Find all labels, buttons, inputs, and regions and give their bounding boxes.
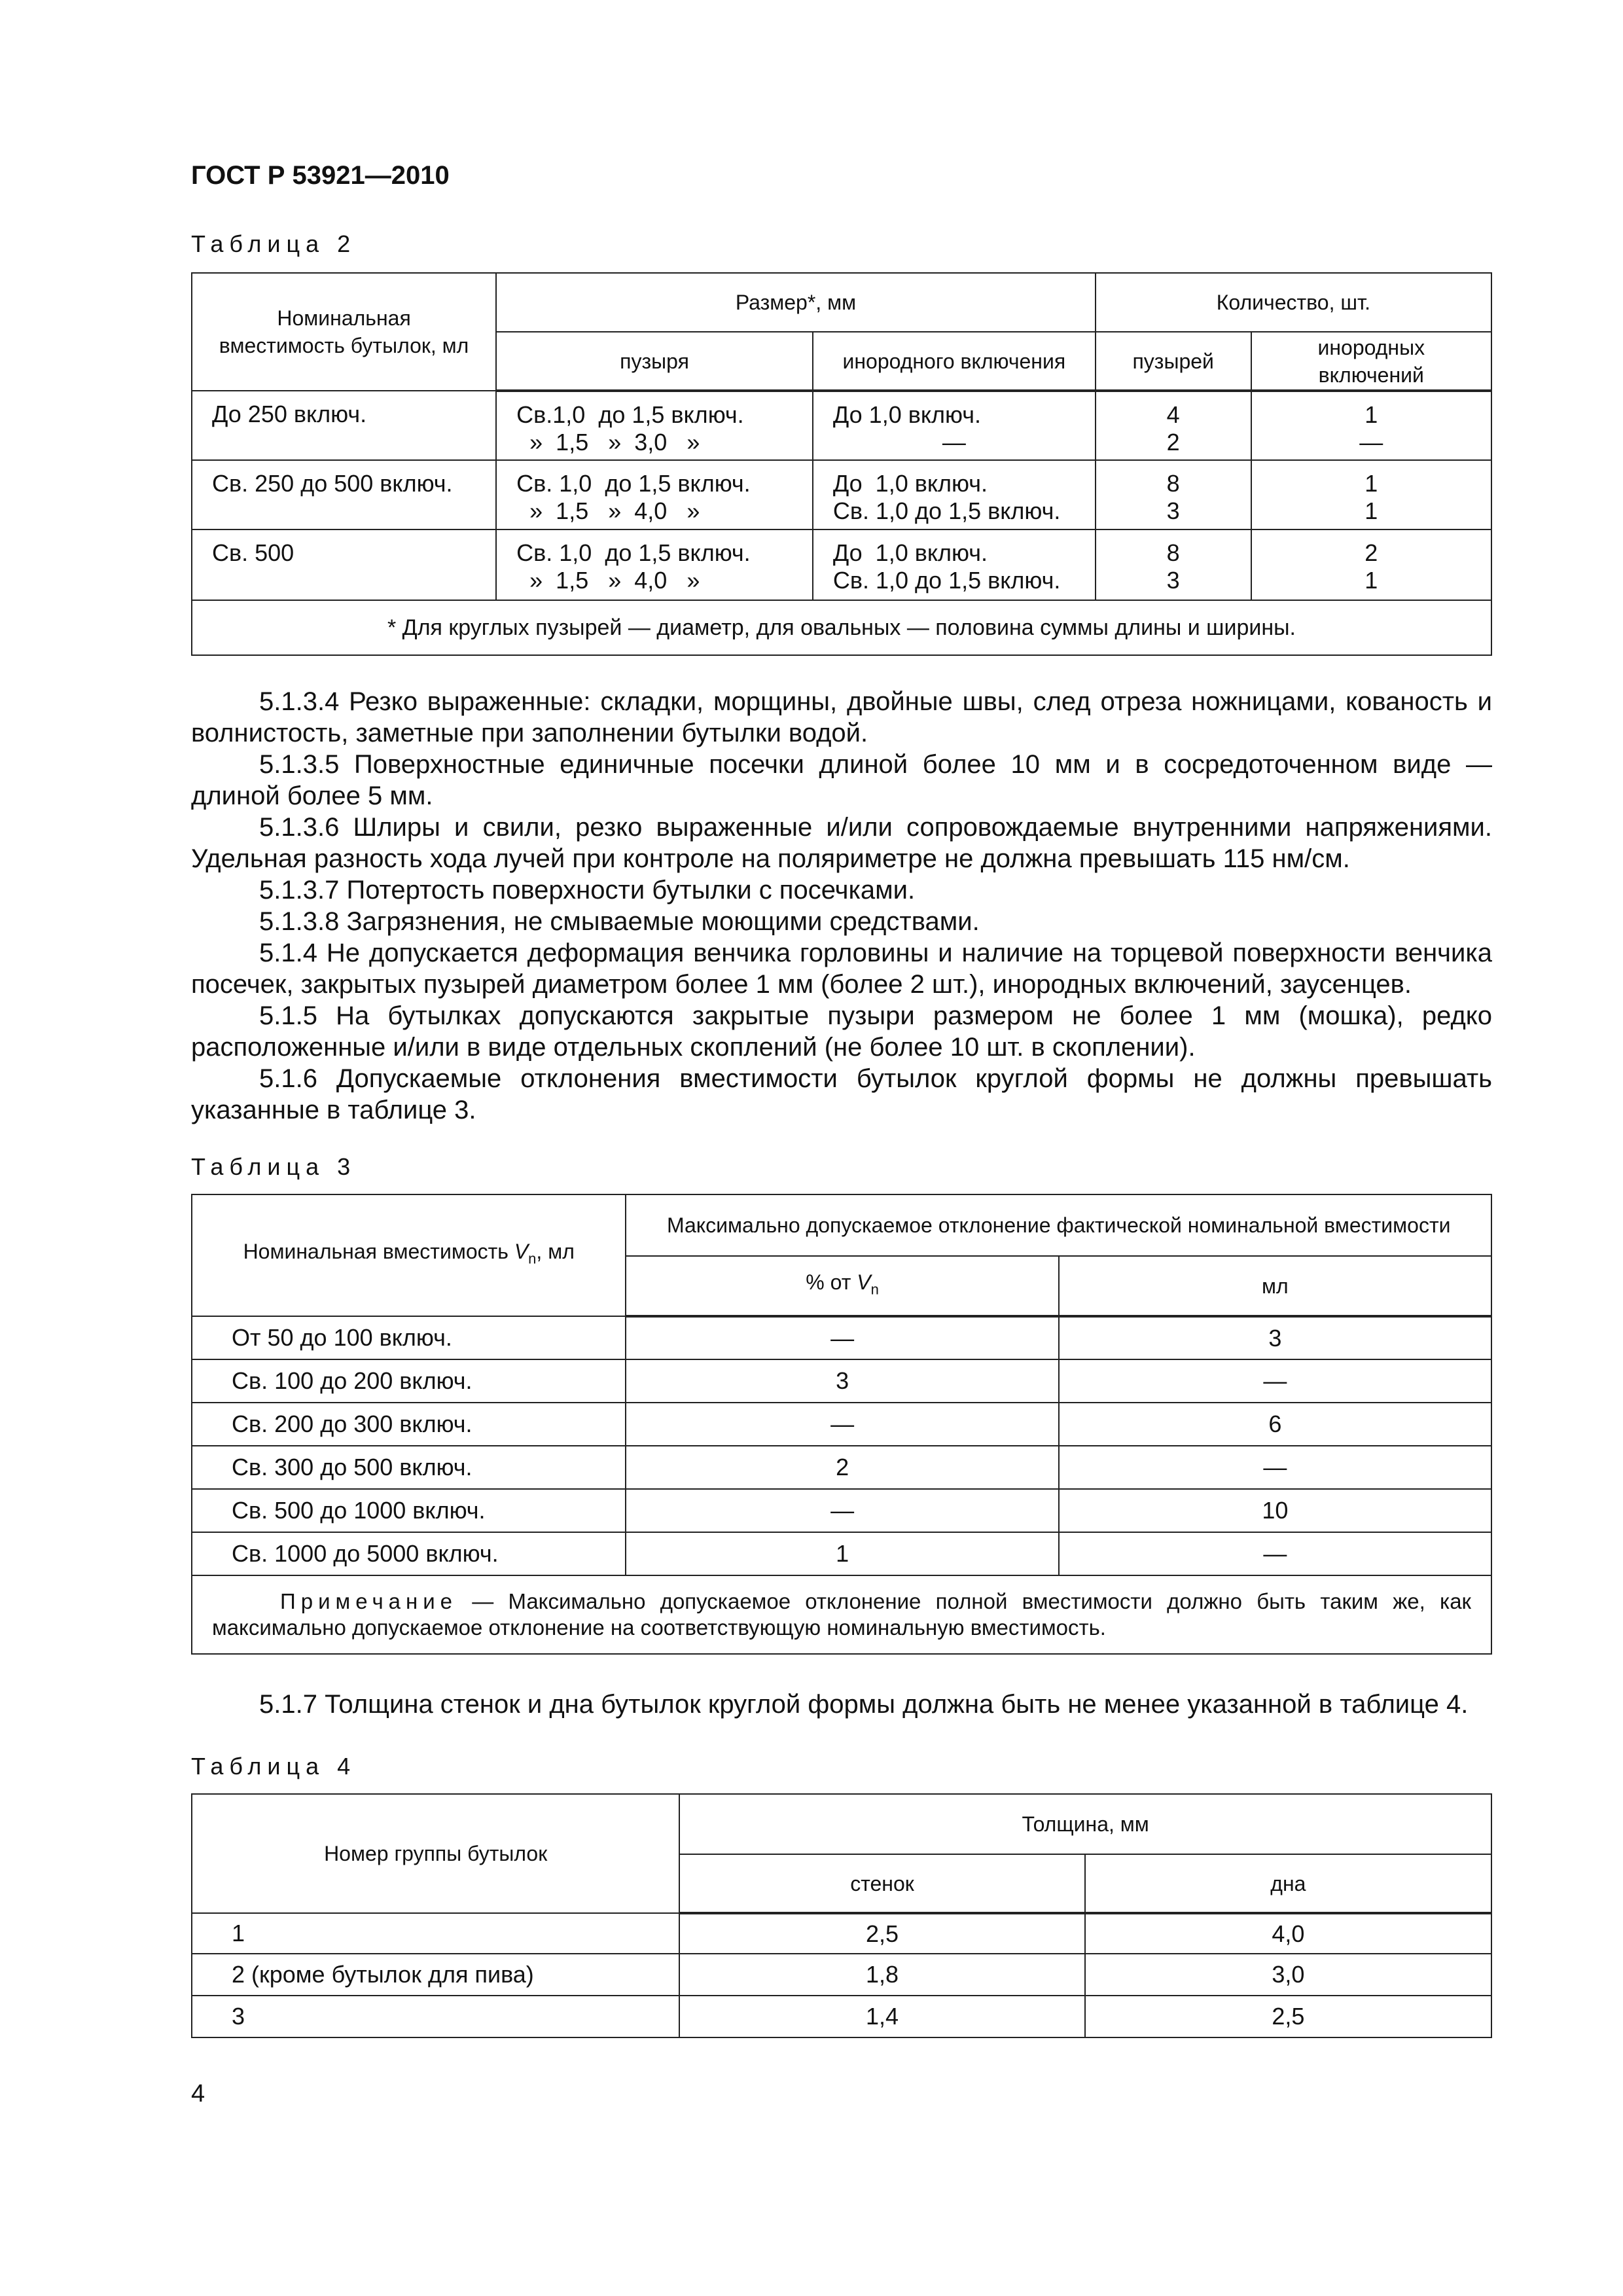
table-cell: — [1059,1359,1491,1403]
table-cell: 2 [626,1446,1058,1489]
table-row [192,1913,1491,1954]
table-cell: До 1,0 включ. — [813,391,1096,460]
paragraph: 5.1.3.5 Поверхностные единичные посечки длиной более 10 мм и в сосредоточенном виде — длиной более 5 мм. [191,750,1492,810]
paragraph: 5.1.3.6 Шлиры и свили, резко выраженные и/или сопровождаемые внутренними напряжениями. Удельная разность хода лучей при контроле на поляриметре не должна превышать 115 нм/см. [191,813,1492,873]
paragraph: 5.1.3.8 Загрязнения, не смываемые моющими средствами. [259,907,980,936]
table-2 [191,272,1492,656]
table-cell: 1 [626,1532,1058,1575]
table-cell: 2,5 [679,1913,1084,1954]
table-cell: — [626,1403,1058,1446]
table-cell: Св. 1000 до 5000 включ. [192,1532,626,1575]
table-row [192,1954,1491,1996]
paragraph: 5.1.4 Не допускается деформация венчика горловины и наличие на торцевой поверхности венчика посечек, закрытых пузырей диаметром более 1 мм (более 2 шт.), инородных включений, заусенцев. [191,939,1492,999]
table-row [192,391,1491,460]
table-cell: Св. 250 до 500 включ. [192,460,496,529]
table-cell: Св. 1,0 до 1,5 включ. » 1,5 » 4,0 » [496,460,813,529]
table-cell: До 1,0 включ. Св. 1,0 до 1,5 включ. [813,460,1096,529]
table-cell: — [626,1316,1058,1359]
table-cell: До 250 включ. [192,391,496,460]
table-cell: 1 1 [1251,460,1491,529]
table-cell: 1 [192,1913,679,1954]
table-cell: — [626,1489,1058,1532]
table-cell: От 50 до 100 включ. [192,1316,626,1359]
table-row [192,1996,1491,2037]
table-cell: 1,4 [679,1996,1084,2037]
table-row [192,529,1491,600]
paragraph: 5.1.7 Толщина стенок и дна бутылок круглой формы должна быть не менее указанной в таблице 4. [259,1690,1469,1719]
table-2-caption: Таблица 2 [191,230,357,257]
paragraph: 5.1.3.7 Потертость поверхности бутылки с посечками. [259,876,916,905]
table-cell: Св. 500 до 1000 включ. [192,1489,626,1532]
table-cell: 4 2 [1096,391,1251,460]
body-text [191,1689,1492,1720]
table-row [192,1359,1491,1403]
table-cell: Св.1,0 до 1,5 включ. » 1,5 » 3,0 » [496,391,813,460]
table-cell: Св. 500 [192,529,496,600]
table-row [192,1403,1491,1446]
table-cell: Св. 200 до 300 включ. [192,1403,626,1446]
table-cell: 3 [192,1996,679,2037]
table-cell: — [1059,1446,1491,1489]
table-3-caption: Таблица 3 [191,1153,357,1180]
table-3 [191,1194,1492,1655]
table-2-subheader: пузырей [1096,332,1251,391]
table-3-subheader-ml: мл [1059,1256,1491,1316]
table-cell: Св. 300 до 500 включ. [192,1446,626,1489]
table-cell: 1 — [1251,391,1491,460]
table-4 [191,1793,1492,2038]
table-row [192,1446,1491,1489]
paragraph: 5.1.3.4 Резко выраженные: складки, морщины, двойные швы, след отреза ножницами, кованость и волнистость, заметные при заполнении бутылки водой. [191,687,1492,747]
table-2-subheader: инородного включения [813,332,1096,391]
document-header: ГОСТ Р 53921—2010 [191,161,450,190]
table-row [192,1532,1491,1575]
table-cell: 3,0 [1085,1954,1491,1996]
body-text [191,686,1492,1126]
table-4-header-group: Номер группы бутылок [192,1794,679,1913]
table-3-note: Примечание — Максимально допускаемое отклонение полной вместимости должно быть таким же, как максимально допускаемое отклонение на соответствующую номинальную вместимость. [192,1575,1491,1654]
table-2-subheader: инородных включений [1251,332,1491,391]
table-4-subheader-walls: стенок [679,1854,1084,1913]
table-cell: Св. 1,0 до 1,5 включ. » 1,5 » 4,0 » [496,529,813,600]
paragraph: 5.1.5 На бутылках допускаются закрытые пузыри размером не более 1 мм (мошка), редко расположенные и/или в виде отдельных скоплений (не более 10 шт. в скоплении). [191,1001,1492,1062]
table-cell: 8 3 [1096,529,1251,600]
table-2-header-capacity: Номинальная вместимость бутылок, мл [192,273,496,391]
table-cell: 8 3 [1096,460,1251,529]
table-cell: 3 [626,1359,1058,1403]
table-row [192,1316,1491,1359]
table-3-subheader-percent: % от $V_n$ [626,1256,1058,1316]
table-row [192,1489,1491,1532]
table-2-subheader: пузыря [496,332,813,391]
table-2-header-count: Количество, шт. [1096,273,1491,332]
table-cell: Св. 100 до 200 включ. [192,1359,626,1403]
table-4-subheader-bottom: дна [1085,1854,1491,1913]
table-cell: 2,5 [1085,1996,1491,2037]
page-number: 4 [191,2080,205,2108]
table-2-header-size: Размер*, мм [496,273,1096,332]
table-4-caption: Таблица 4 [191,1753,357,1780]
table-cell: 2 1 [1251,529,1491,600]
table-cell: — [1059,1532,1491,1575]
table-cell: 4,0 [1085,1913,1491,1954]
table-cell: 3 [1059,1316,1491,1359]
table-cell: До 1,0 включ. Св. 1,0 до 1,5 включ. [813,529,1096,600]
table-4-header-thickness: Толщина, мм [679,1794,1491,1854]
table-3-header-deviation: Максимально допускаемое отклонение фактической номинальной вместимости [626,1194,1491,1256]
table-2-footnote: * Для круглых пузырей — диаметр, для овальных — половина суммы длины и ширины. [192,600,1491,655]
table-cell: 6 [1059,1403,1491,1446]
table-cell: 1,8 [679,1954,1084,1996]
table-cell: 2 (кроме бутылок для пива) [192,1954,679,1996]
paragraph: 5.1.6 Допускаемые отклонения вместимости бутылок круглой формы не должны превышать указанные в таблице 3. [191,1064,1492,1124]
table-3-header-capacity: Номинальная вместимость $V_n$, мл [192,1194,626,1316]
table-row [192,460,1491,529]
table-cell: 10 [1059,1489,1491,1532]
